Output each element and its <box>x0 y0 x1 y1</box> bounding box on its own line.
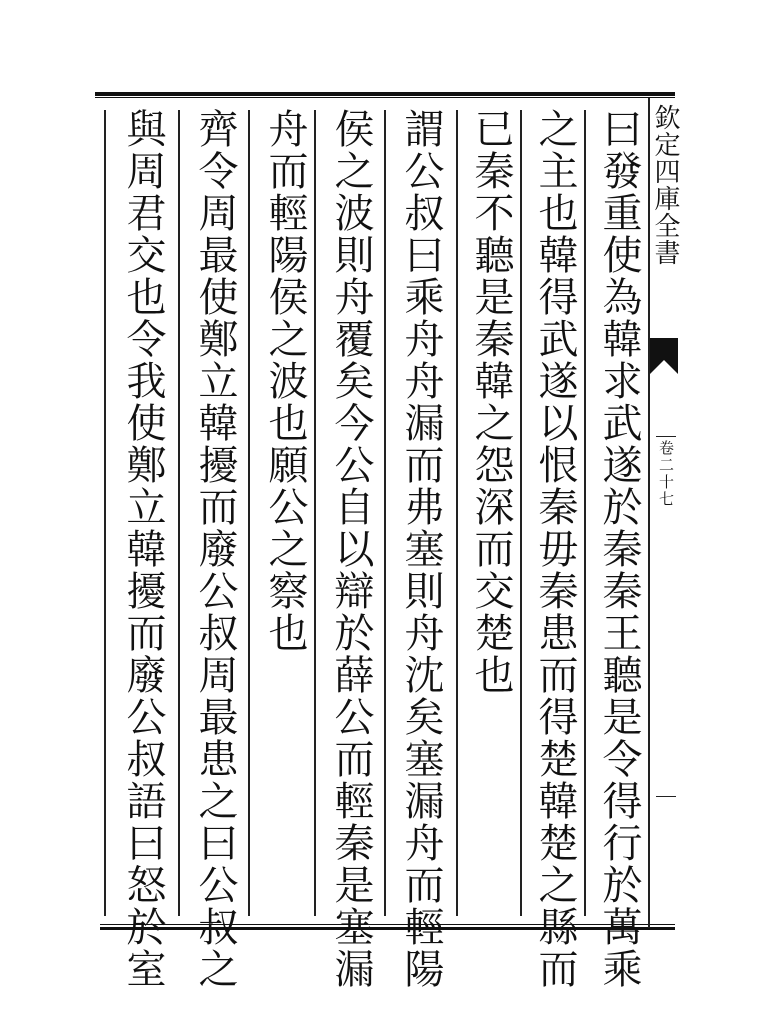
column-rule <box>384 110 386 916</box>
text-column-3: 已秦不聽是秦韓之怨深而交楚也 <box>468 108 514 696</box>
column-rule <box>248 110 250 916</box>
margin-tick-upper <box>656 436 676 437</box>
column-rule <box>456 110 458 916</box>
fishtail-mark-icon <box>650 336 678 376</box>
text-column-1: 曰發重使為韓求武遂於秦秦王聽是令得行於萬乘 <box>596 108 642 990</box>
column-rule <box>178 110 180 916</box>
margin-volume: 卷二十七 <box>657 440 675 508</box>
text-column-6: 舟而輕陽侯之波也願公之察也 <box>262 108 308 654</box>
margin-tick-lower <box>656 796 676 797</box>
top-border <box>95 92 675 98</box>
text-column-4: 謂公叔曰乘舟舟漏而弗塞則舟沈矣塞漏舟而輕陽 <box>398 108 444 990</box>
margin-book-title: 欽定四庫全書 <box>650 104 680 266</box>
text-column-2: 之主也韓得武遂以恨秦毋秦患而得楚韓楚之縣而 <box>532 108 578 990</box>
bottom-border <box>100 924 675 930</box>
text-column-7: 齊令周最使鄭立韓擾而廢公叔周最患之曰公叔之 <box>192 108 238 990</box>
text-column-8: 與周君交也令我使鄭立韓擾而廢公叔語曰怒於室 <box>120 108 166 990</box>
column-rule <box>104 110 106 916</box>
text-column-5: 侯之波則舟覆矣今公自以辯於薛公而輕秦是塞漏 <box>328 108 374 990</box>
